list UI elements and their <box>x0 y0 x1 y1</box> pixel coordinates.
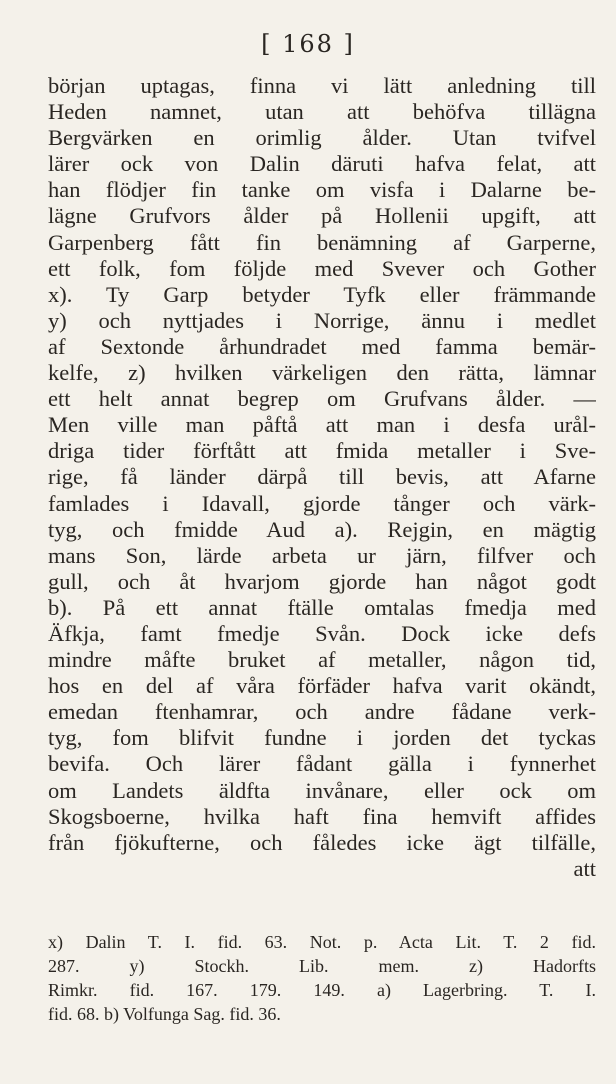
text-line: Garpenberg fått fin benämning af Garperne, <box>48 229 596 255</box>
text-line: tyg, fom blifvit fundne i jorden det tyckas <box>48 725 596 751</box>
text-line: kelfe, z) hvilken värkeligen den rätta, lämnar <box>48 360 596 386</box>
text-line: emedan ftenhamrar, och andre fådane verk- <box>48 699 596 725</box>
text-line: driga tider förftått att fmida metaller i Sve- <box>48 438 596 464</box>
text-line: b). På ett annat ftälle omtalas fmedja med <box>48 594 596 620</box>
text-line: Äfkja, famt fmedje Svån. Dock icke defs <box>48 620 596 646</box>
text-line: om Landets äldfta invånare, eller ock om <box>48 777 596 803</box>
footnote-line: 287. y) Stockh. Lib. mem. z) Hadorfts <box>48 956 596 976</box>
footnote-line: x) Dalin T. I. fid. 63. Not. p. Acta Lit. T. 2 fid. <box>48 932 596 952</box>
text-line: y) och nyttjades i Norrige, ännu i medlet <box>48 307 596 333</box>
text-line: Bergvärken en orimlig ålder. Utan tvifvel <box>48 125 596 151</box>
text-line: från fjökufterne, och fåledes icke ägt tilfälle, <box>48 829 596 855</box>
text-line: tyg, och fmidde Aud a). Rejgin, en mägtig <box>48 516 596 542</box>
text-line: bevifa. Och lärer fådant gälla i fynnerhet <box>48 751 596 777</box>
text-line: mindre måfte bruket af metaller, någon tid, <box>48 647 596 673</box>
text-line: ett helt annat begrep om Grufvans ålder. — <box>48 386 596 412</box>
text-line: gull, och åt hvarjom gjorde han något godt <box>48 568 596 594</box>
footnote-line: fid. 68. b) Volfunga Sag. fid. 36. <box>48 1004 281 1024</box>
text-line: Heden namnet, utan att behöfva tillägna <box>48 99 596 125</box>
text-line: ett folk, fom följde med Svever och Gother <box>48 255 596 281</box>
text-line: lärer ock von Dalin däruti hafva felat, att <box>48 151 596 177</box>
text-line: lägne Grufvors ålder på Hollenii upgift, att <box>48 203 596 229</box>
text-line: han flödjer fin tanke om visfa i Dalarne be- <box>48 177 596 203</box>
body-text <box>48 73 596 882</box>
text-line: hos en del af våra förfäder hafva varit okändt, <box>48 673 596 699</box>
catchword: att <box>573 855 596 881</box>
text-line: mans Son, lärde arbeta ur järn, filfver och <box>48 542 596 568</box>
footnote-line: Rimkr. fid. 167. 179. 149. a) Lagerbring. T. I. <box>48 980 596 1000</box>
text-line: Men ville man påftå att man i desfa urål- <box>48 412 596 438</box>
text-line: rige, få länder därpå till bevis, att Afarne <box>48 464 596 490</box>
footnotes <box>48 930 596 1026</box>
page-number: [ 168 ] <box>261 30 355 58</box>
text-line: Skogsboerne, hvilka haft fina hemvift affides <box>48 803 596 829</box>
text-line: famlades i Idavall, gjorde tånger och värk- <box>48 490 596 516</box>
text-line: början uptagas, finna vi lätt anledning till <box>48 73 596 98</box>
text-line: x). Ty Garp betyder Tyfk eller främmande <box>48 281 596 307</box>
text-line: af Sextonde århundradet med famma bemär- <box>48 333 596 359</box>
